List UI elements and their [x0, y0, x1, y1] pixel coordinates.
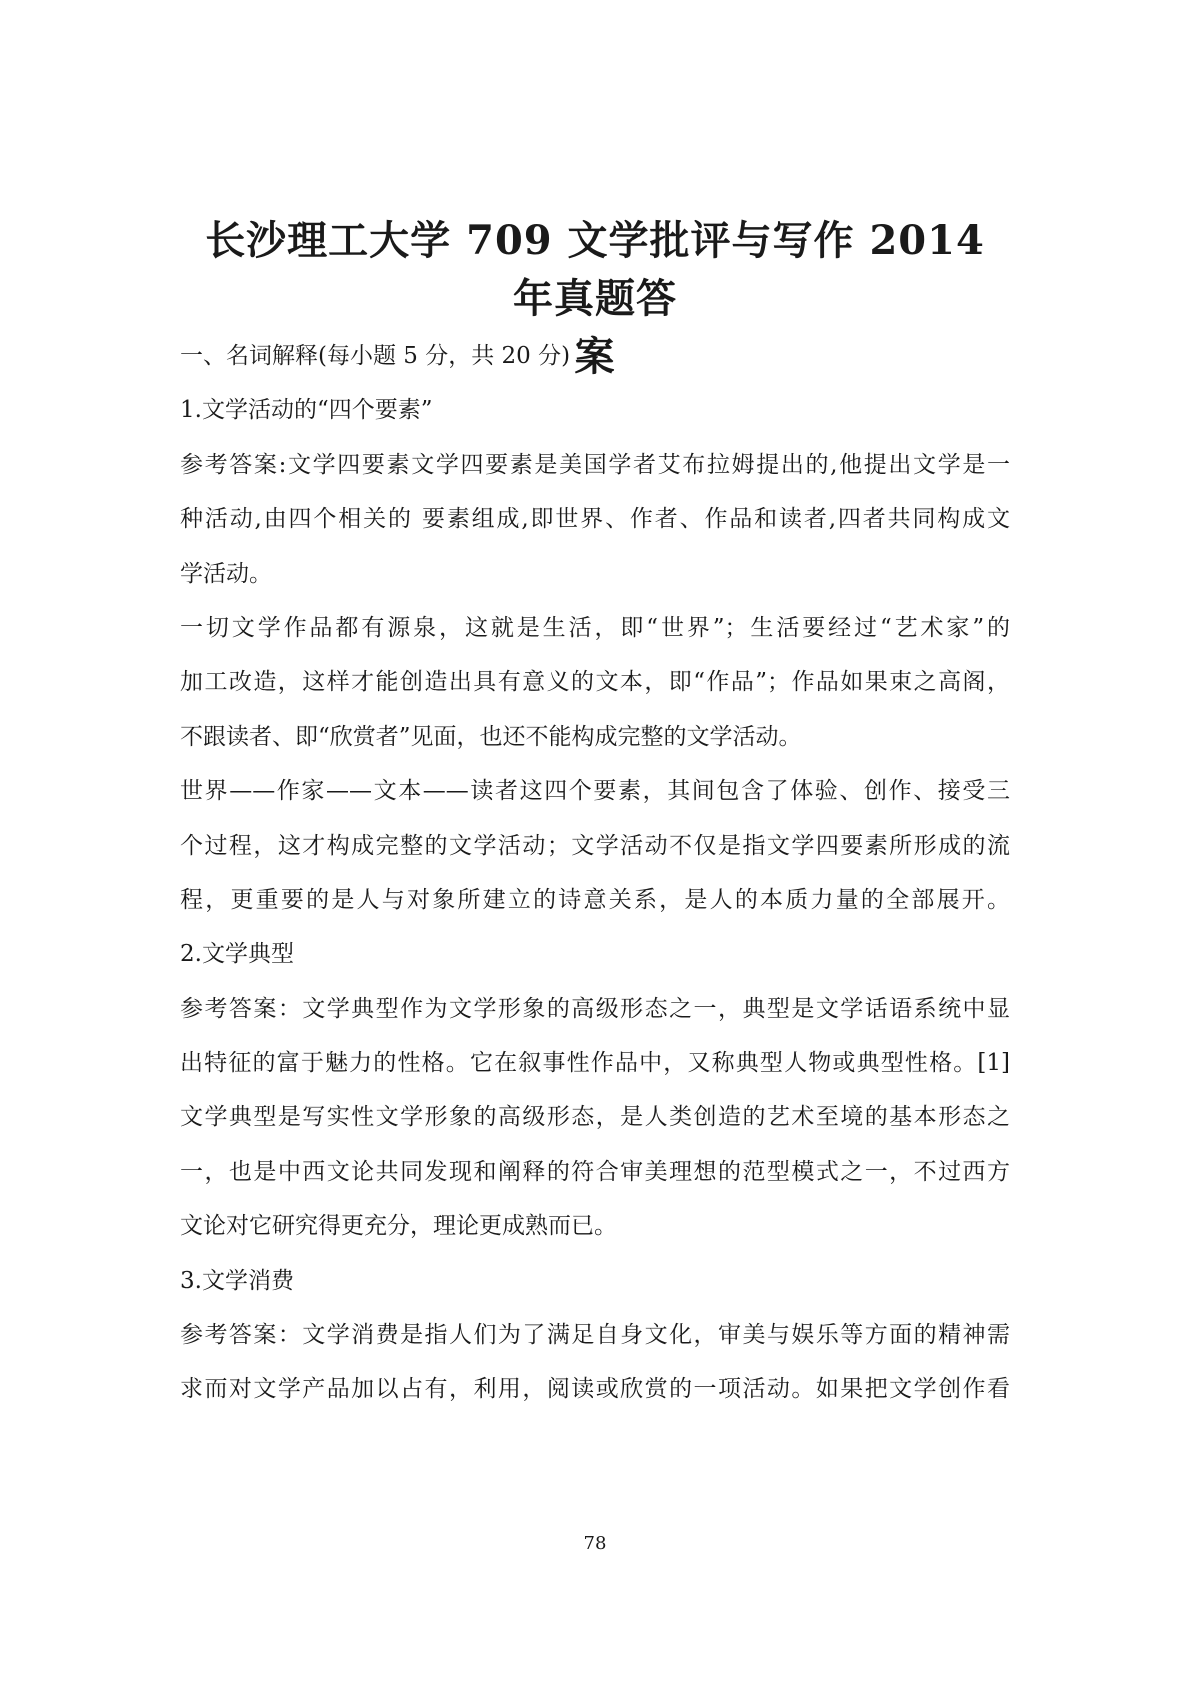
body-line: 程，更重要的是人与对象所建立的诗意关系，是人的本质力量的全部展开。	[180, 886, 1010, 913]
body-line: 加工改造，这样才能创造出具有意义的文本，即“作品”；作品如果束之高阁，	[180, 669, 1010, 696]
document-body	[180, 329, 1010, 1417]
body-line: 参考答案：文学典型作为文学形象的高级形态之一，典型是文学话语系统中显	[180, 995, 1010, 1022]
body-line: 不跟读者、即“欣赏者”见面，也还不能构成完整的文学活动。	[180, 723, 802, 750]
page-number: 78	[583, 1533, 607, 1554]
body-line: 一切文学作品都有源泉，这就是生活，即“世界”；生活要经过“艺术家”的	[180, 614, 1010, 641]
title-line-2: 案	[574, 333, 616, 380]
title-line-1: 长沙理工大学 709 文学批评与写作 2014 年真题答	[205, 217, 985, 322]
body-line: 出特征的富于魅力的性格。它在叙事性作品中，又称典型人物或典型性格。[1]	[180, 1050, 1010, 1077]
question-2-heading: 2.文学典型	[180, 941, 294, 968]
body-line: 求而对文学产品加以占有，利用，阅读或欣赏的一项活动。如果把文学创作看	[180, 1376, 1010, 1403]
body-line: 一，也是中西文论共同发现和阐释的符合审美理想的范型模式之一，不过西方	[180, 1158, 1010, 1185]
body-line: 学活动。	[180, 560, 272, 587]
body-line: 文论对它研究得更充分，理论更成熟而已。	[180, 1213, 617, 1240]
question-3-heading: 3.文学消费	[180, 1267, 294, 1294]
body-line: 参考答案:文学四要素文学四要素是美国学者艾布拉姆提出的,他提出文学是一	[180, 451, 1010, 478]
section-heading: 一、名词解释(每小题 5 分，共 20 分)	[180, 343, 571, 369]
question-1-heading: 1.文学活动的“四个要素”	[180, 397, 433, 424]
body-line: 文学典型是写实性文学形象的高级形态，是人类创造的艺术至境的基本形态之	[180, 1104, 1010, 1131]
body-line: 参考答案：文学消费是指人们为了满足自身文化，审美与娱乐等方面的精神需	[180, 1322, 1010, 1349]
body-line: 种活动,由四个相关的 要素组成,即世界、作者、作品和读者,四者共同构成文	[180, 506, 1010, 533]
body-line: 个过程，这才构成完整的文学活动；文学活动不仅是指文学四要素所形成的流	[180, 832, 1010, 859]
body-line: 世界——作家——文本——读者这四个要素，其间包含了体验、创作、接受三	[180, 778, 1010, 805]
